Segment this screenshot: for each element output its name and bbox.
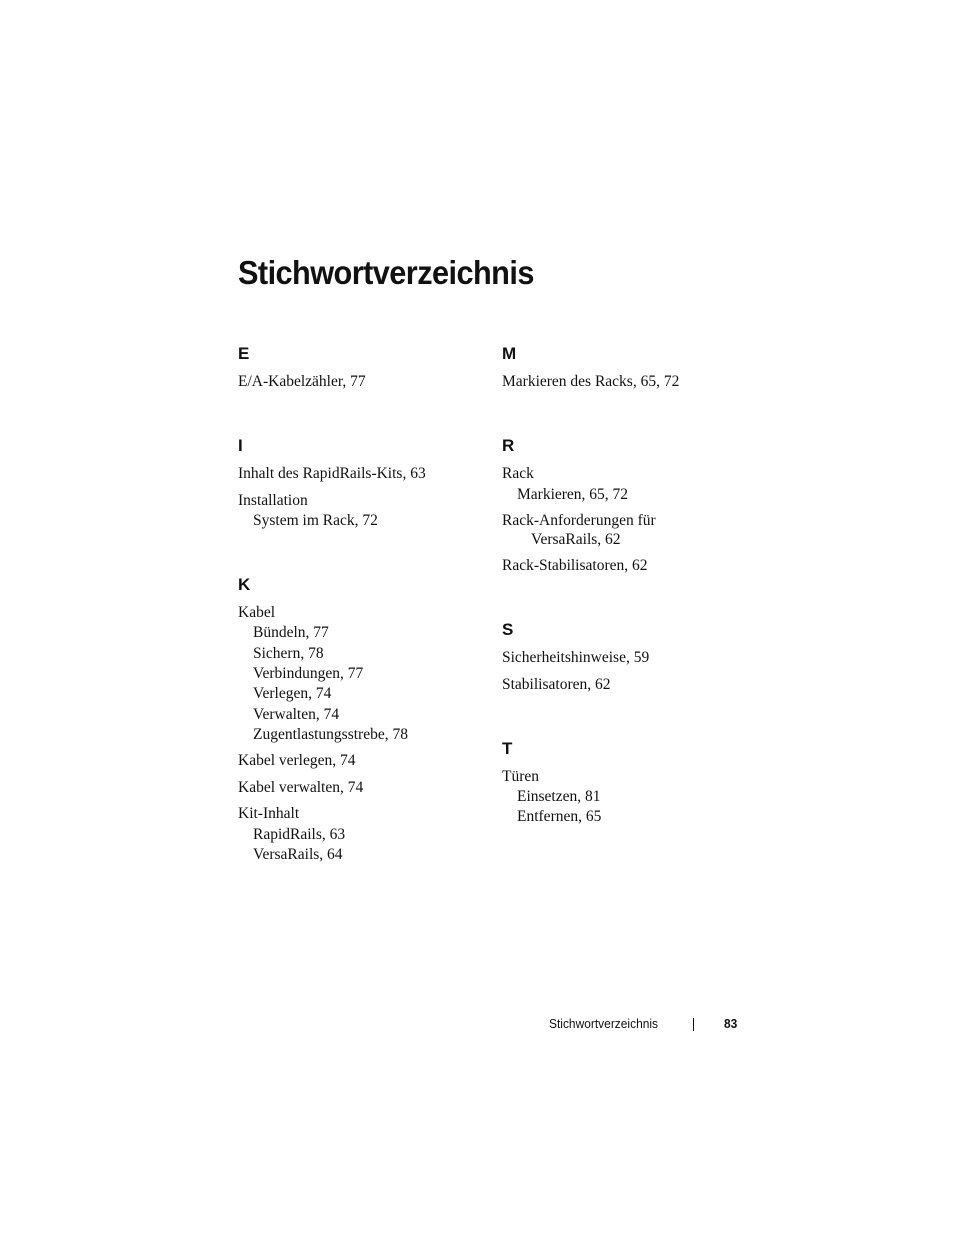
page-title: Stichwortverzeichnis [238,254,534,291]
index-letter-k: K [238,575,251,594]
index-entry: Installation [238,492,308,509]
index-entry: Kabel [238,604,276,621]
index-subentry: Sichern, 78 [253,645,324,662]
page-number: 83 [724,1016,738,1031]
index-letter-i: I [238,436,243,455]
index-entry: Rack-Anforderungen für [502,512,656,529]
index-entry: Türen [502,768,540,785]
index-subentry: System im Rack, 72 [253,512,378,529]
index-subentry: Zugentlastungsstrebe, 78 [253,726,408,743]
index-entry: Markieren des Racks, 65, 72 [502,373,680,390]
index-letter-m: M [502,344,517,363]
index-subentry: Verwalten, 74 [253,706,340,723]
index-entry: Kit-Inhalt [238,805,300,822]
index-entry: Kabel verlegen, 74 [238,752,356,769]
index-entry: Kabel verwalten, 74 [238,779,364,796]
footer-divider [693,1018,694,1031]
index-subentry: Bündeln, 77 [253,624,329,641]
index-entry: Rack [502,465,534,482]
index-letter-s: S [502,620,514,639]
index-subentry: VersaRails, 64 [253,846,343,863]
index-entry: E/A-Kabelzähler, 77 [238,373,366,390]
footer-section-title: Stichwortverzeichnis [549,1016,659,1031]
index-entry-continuation: VersaRails, 62 [531,531,621,548]
index-letter-e: E [238,344,250,363]
index-entry: Stabilisatoren, 62 [502,676,611,693]
index-subentry: Verbindungen, 77 [253,665,364,682]
index-entry: Sicherheitshinweise, 59 [502,649,650,666]
index-entry: Inhalt des RapidRails-Kits, 63 [238,465,426,482]
index-subentry: Entfernen, 65 [517,808,602,825]
index-letter-t: T [502,739,513,758]
index-subentry: Einsetzen, 81 [517,788,601,805]
index-entry: Rack-Stabilisatoren, 62 [502,557,648,574]
index-subentry: Markieren, 65, 72 [517,486,629,503]
index-subentry: Verlegen, 74 [253,685,332,702]
index-subentry: RapidRails, 63 [253,826,346,843]
index-letter-r: R [502,436,515,455]
